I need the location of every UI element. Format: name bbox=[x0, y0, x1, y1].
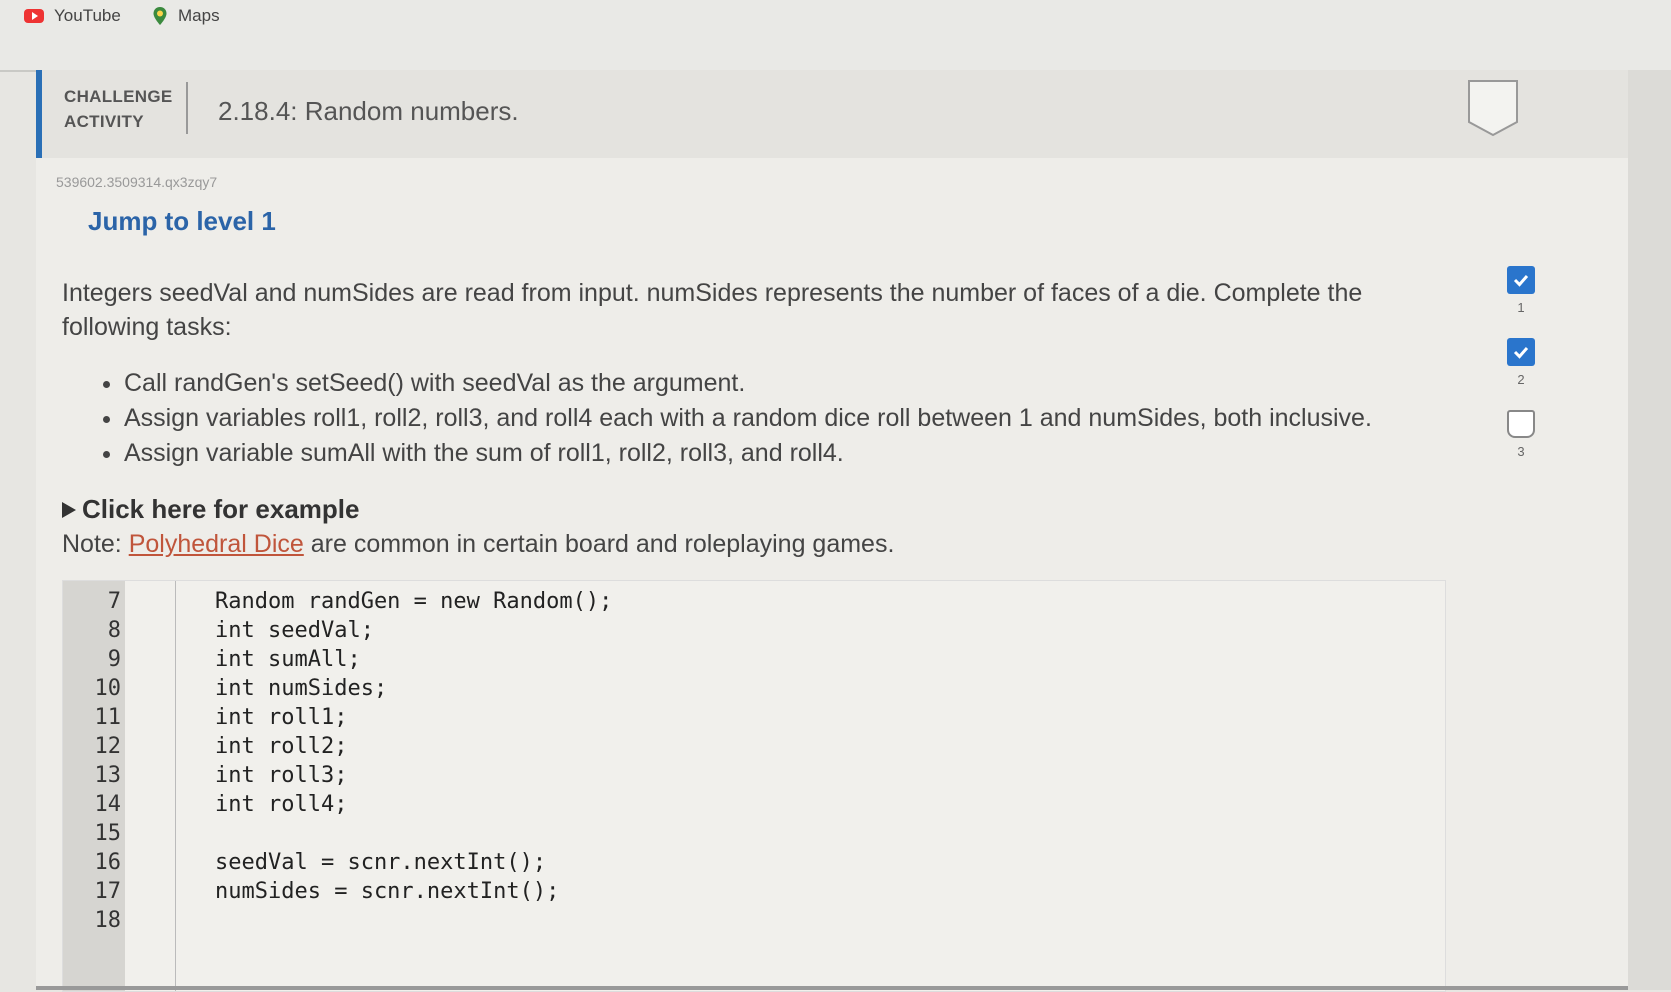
bookmark-maps[interactable] bbox=[152, 6, 220, 26]
polyhedral-dice-link[interactable]: Polyhedral Dice bbox=[128, 530, 304, 558]
checkbox-empty-icon bbox=[1507, 410, 1535, 438]
code-text[interactable]: int numSides; bbox=[215, 676, 388, 701]
checkbox-checked-icon bbox=[1507, 266, 1535, 294]
note bbox=[62, 530, 894, 559]
line-number: 15 bbox=[94, 821, 121, 846]
youtube-icon bbox=[24, 9, 44, 23]
line-number: 10 bbox=[94, 676, 121, 701]
activity-type-line1: CHALLENGE bbox=[64, 87, 173, 106]
activity-id: 539602.3509314.qx3zqy7 bbox=[56, 174, 218, 190]
code-line[interactable] bbox=[63, 645, 663, 674]
jump-to-level-link[interactable]: Jump to level 1 bbox=[88, 206, 276, 236]
task-list bbox=[62, 366, 1372, 471]
code-line[interactable] bbox=[63, 674, 663, 703]
level-3-indicator[interactable] bbox=[1506, 410, 1536, 459]
line-number: 11 bbox=[94, 705, 121, 730]
code-text[interactable]: int roll2; bbox=[215, 734, 348, 759]
code-editor[interactable] bbox=[62, 580, 1446, 992]
line-number: 8 bbox=[107, 618, 121, 643]
code-text[interactable]: Random randGen = new Random(); bbox=[215, 589, 613, 614]
code-line[interactable] bbox=[63, 848, 663, 877]
challenge-activity bbox=[36, 70, 1628, 990]
code-line[interactable] bbox=[63, 616, 663, 645]
code-line[interactable] bbox=[63, 732, 663, 761]
map-pin-icon bbox=[152, 6, 168, 26]
code-text[interactable]: int roll3; bbox=[215, 763, 348, 788]
code-line[interactable] bbox=[63, 906, 663, 935]
code-line[interactable] bbox=[63, 790, 663, 819]
line-number: 16 bbox=[94, 850, 121, 875]
code-line[interactable] bbox=[63, 819, 663, 848]
completion-badge-icon bbox=[1466, 78, 1520, 138]
line-number: 13 bbox=[94, 763, 121, 788]
header-divider bbox=[186, 82, 188, 134]
bookmarks-bar bbox=[0, 0, 1671, 72]
activity-type-line2: ACTIVITY bbox=[64, 112, 144, 131]
code-text[interactable]: int seedVal; bbox=[215, 618, 374, 643]
code-text[interactable]: int roll4; bbox=[215, 792, 348, 817]
bookmark-youtube[interactable] bbox=[24, 6, 121, 26]
line-number: 7 bbox=[107, 589, 121, 614]
code-line[interactable] bbox=[63, 587, 663, 616]
bookmark-maps-label: Maps bbox=[178, 6, 220, 25]
code-line[interactable] bbox=[63, 877, 663, 906]
level-1-indicator[interactable] bbox=[1506, 266, 1536, 315]
code-text[interactable]: numSides = scnr.nextInt(); bbox=[215, 879, 560, 904]
activity-type-label bbox=[64, 84, 172, 134]
line-number: 14 bbox=[94, 792, 121, 817]
level-number: 2 bbox=[1517, 372, 1525, 387]
line-number: 17 bbox=[94, 879, 121, 904]
line-number: 12 bbox=[94, 734, 121, 759]
code-line[interactable] bbox=[63, 761, 663, 790]
task-item: • Assign variables roll1, roll2, roll3, and roll4 each with a random dice roll between 1 and numSides, both inclusive. bbox=[124, 401, 1372, 436]
activity-title: 2.18.4: Random numbers. bbox=[218, 96, 519, 126]
line-number: 18 bbox=[94, 908, 121, 933]
task-item: • Call randGen's setSeed() with seedVal as the argument. bbox=[124, 366, 1372, 401]
page-bottom-border bbox=[36, 986, 1628, 990]
checkbox-checked-icon bbox=[1507, 338, 1535, 366]
code-text[interactable]: int roll1; bbox=[215, 705, 348, 730]
code-text[interactable]: int sumAll; bbox=[215, 647, 361, 672]
example-toggle[interactable] bbox=[62, 494, 359, 525]
task-description: Integers seedVal and numSides are read from input. numSides represents the number of faces of a die. Complete the following tasks: bbox=[62, 279, 1363, 341]
bookmark-youtube-label: YouTube bbox=[54, 6, 121, 25]
line-number: 9 bbox=[107, 647, 121, 672]
code-text[interactable]: seedVal = scnr.nextInt(); bbox=[215, 850, 547, 875]
code-line[interactable] bbox=[63, 703, 663, 732]
note-prefix: Note: bbox=[62, 530, 129, 558]
example-toggle-label: Click here for example bbox=[82, 494, 360, 524]
page-right-edge bbox=[1628, 70, 1671, 990]
expand-triangle-icon bbox=[62, 502, 76, 518]
level-2-indicator[interactable] bbox=[1506, 338, 1536, 387]
activity-header bbox=[36, 70, 1634, 158]
note-suffix: are common in certain board and roleplaying games. bbox=[303, 530, 895, 558]
level-number: 3 bbox=[1517, 444, 1525, 459]
level-number: 1 bbox=[1517, 300, 1525, 315]
task-item: • Assign variable sumAll with the sum of roll1, roll2, roll3, and roll4. bbox=[124, 436, 1372, 471]
